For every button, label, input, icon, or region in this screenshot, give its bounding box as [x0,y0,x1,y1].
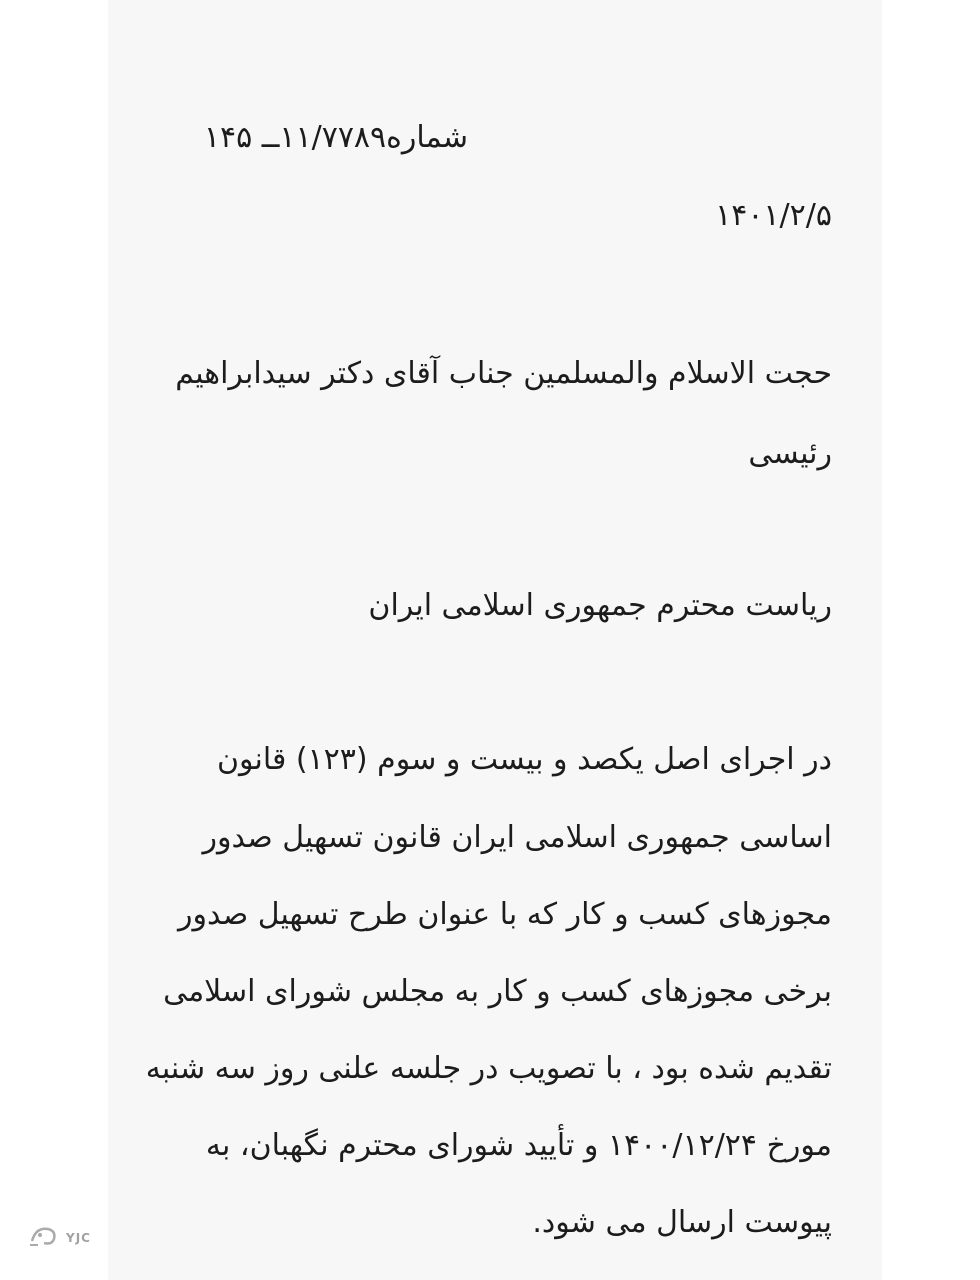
addressee-title: ریاست محترم جمهوری اسلامی ایران [368,588,832,623]
yjc-logo-icon [26,1221,62,1255]
addressee-line-2: رئیسی [748,436,832,471]
body-line-7: پیوست ارسال می شود. [532,1205,832,1240]
yjc-watermark [26,1218,106,1258]
addressee-line-1: حجت الاسلام والمسلمین جناب آقای دکتر سیدابراهیم [175,356,832,391]
body-line-3: مجوزهای کسب و کار که با عنوان طرح تسهیل صدور [178,897,832,932]
body-line-4: برخی مجوزهای کسب و کار به مجلس شورای اسلامی [163,974,832,1009]
letter-date: ۱۴۰۱/۲/۵ [715,198,832,233]
body-line-5: تقدیم شده بود ، با تصویب در جلسه علنی روز سه شنبه [145,1051,832,1086]
watermark-text: YJC [66,1231,91,1245]
letter-number: شماره۱۱/۷۷۸۹ــ ۱۴۵ [203,120,468,155]
body-line-2: اساسی جمهوری اسلامی ایران قانون تسهیل صدور [202,820,832,855]
body-line-6: مورخ ۱۴۰۰/۱۲/۲۴ و تأیید شورای محترم نگهبان، به [205,1128,832,1163]
body-line-1: در اجرای اصل یکصد و بیست و سوم (۱۲۳) قانون [216,742,832,777]
